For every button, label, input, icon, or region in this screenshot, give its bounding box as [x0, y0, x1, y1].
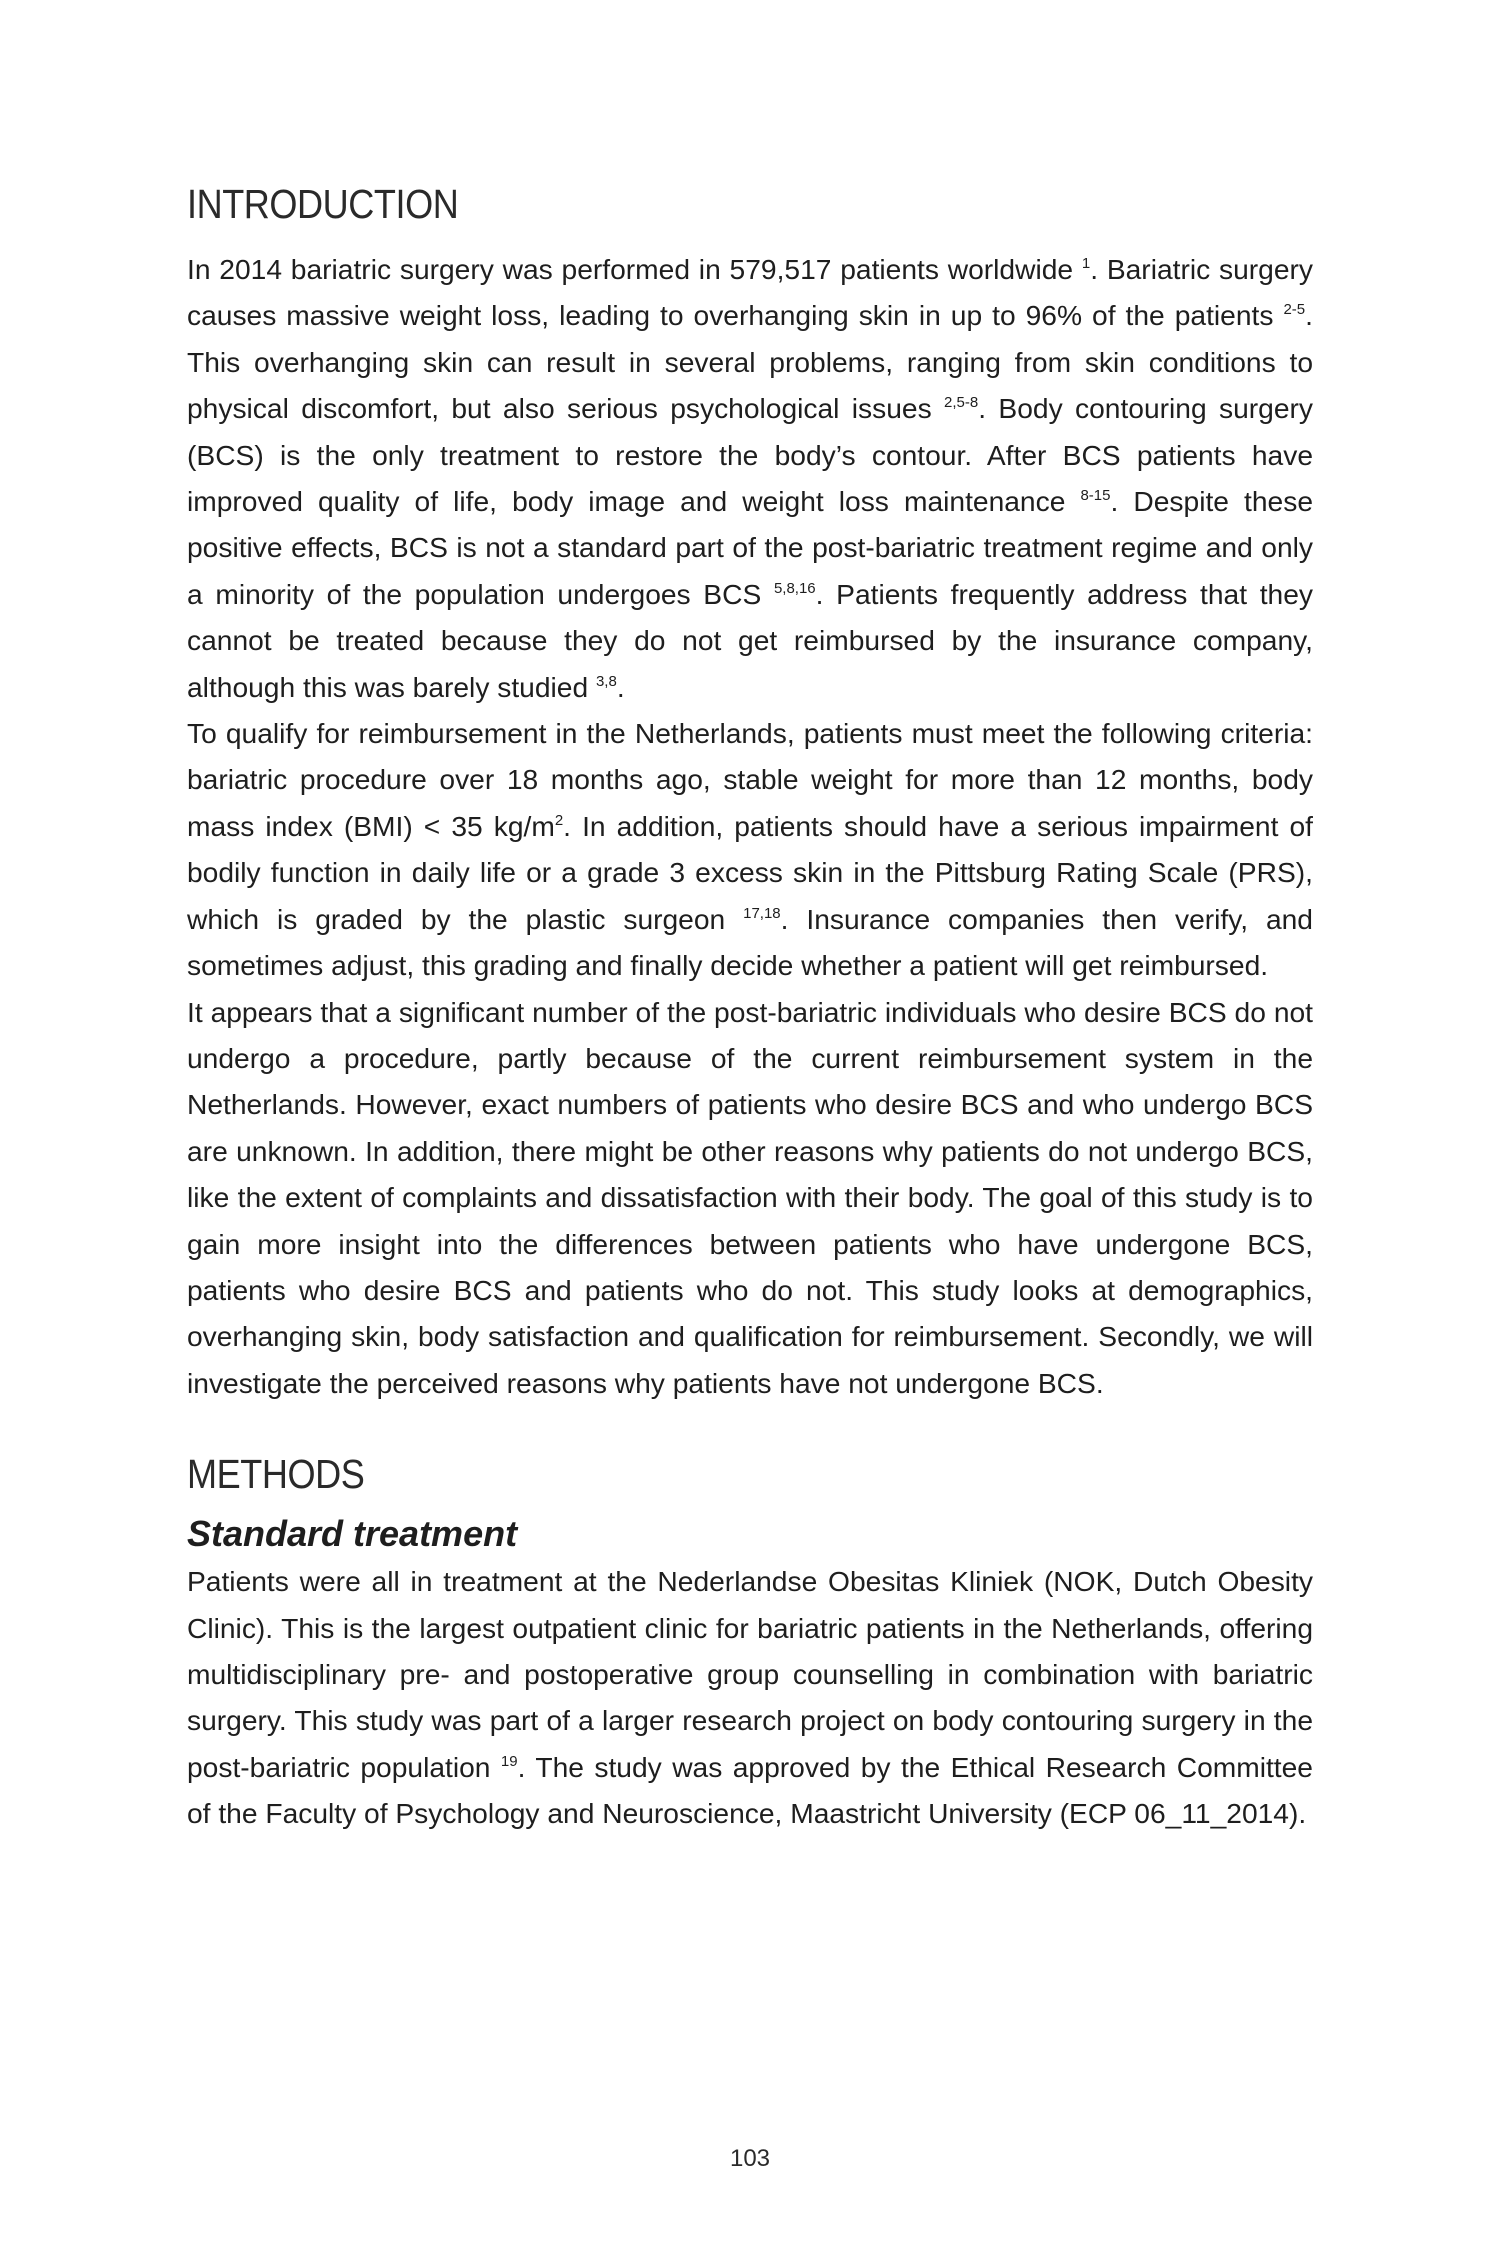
methods-paragraph-1 — [187, 1558, 1313, 1836]
text-run: . — [616, 670, 625, 703]
superscript: 2 — [554, 811, 564, 829]
citation: 17,18 — [743, 904, 781, 922]
introduction-paragraph-1 — [187, 246, 1313, 710]
citation: 2-5 — [1283, 301, 1306, 319]
text-run: . Despite these positive effects, BCS is not a standard part of the post-bariatric treatment regime and only a minority of the population undergoes BCS — [187, 485, 1313, 610]
page-content — [187, 176, 1313, 1837]
citation: 19 — [500, 1752, 518, 1770]
page-number: 103 — [729, 2145, 771, 2172]
text-run: To qualify for reimbursement in the Netherlands, patients must meet the following criteria: bariatric procedure over 18 months ago, stable weight for more than 12 months, body mass index (BMI) < 35 kg/m — [187, 717, 1313, 842]
citation: 5,8,16 — [773, 579, 816, 597]
text-run: Patients were all in treatment at the Nederlandse Obesitas Kliniek (NOK, Dutch Obesity Clinic). This is the largest outpatient clinic for bariatric patients in the Netherlands, offering multidisciplinary pre- and postoperative group counselling in combination with bariatric surgery. This study was part of a larger research project on body contouring surgery in the post-bariatric population — [187, 1565, 1313, 1783]
text-run: . Insurance companies then verify, and sometimes adjust, this grading and finally decide whether a patient will get reimbursed. — [187, 902, 1313, 982]
introduction-paragraph-3: It appears that a significant number of the post-bariatric individuals who desire BCS do not undergo a procedure, partly because of the current reimbursement system in the Netherlands. However, exact numbers of patients who desire BCS and who undergo BCS are unknown. In addition, there might be other reasons why patients do not undergo BCS, like the extent of complaints and dissatisfaction with their body. The goal of this study is to gain more insight into the differences between patients who have undergone BCS, patients who desire BCS and patients who do not. This study looks at demographics, overhanging skin, body satisfaction and qualification for reimbursement. Secondly, we will investigate the perceived reasons why patients have not undergone BCS. — [187, 995, 1313, 1399]
text-run: . Bariatric surgery causes massive weight loss, leading to overhanging skin in up to 96% of the patients — [187, 253, 1313, 332]
citation: 1 — [1081, 255, 1091, 272]
text-run: . The study was approved by the Ethical Research Committee of the Faculty of Psychology and Neuroscience, Maastricht University (ECP 06_11_2014). — [187, 1750, 1313, 1830]
text-run: . Body contouring surgery (BCS) is the only treatment to restore the body’s contour. After BCS patients have improved quality of life, body image and weight loss maintenance — [187, 392, 1313, 518]
citation: 2,5-8 — [944, 394, 979, 412]
citation: 8-15 — [1080, 487, 1111, 505]
text-run: . Patients frequently address that they cannot be treated because they do not get reimbursed by the insurance company, although this was barely studied — [187, 577, 1314, 703]
citation: 3,8 — [595, 672, 617, 690]
introduction-heading: INTRODUCTION — [187, 181, 459, 227]
text-run: . In addition, patients should have a serious impairment of bodily function in daily life or a grade 3 excess skin in the Pittsburg Rating Scale (PRS), which is graded by the plastic surgeon — [187, 809, 1314, 935]
text-run: . This overhanging skin can result in several problems, ranging from skin conditions to physical discomfort, but also serious psychological issues — [187, 299, 1313, 425]
introduction-paragraph-2 — [187, 710, 1313, 988]
text-run: In 2014 bariatric surgery was performed in 579,517 patients worldwide — [187, 253, 1082, 285]
methods-heading: METHODS — [187, 1451, 365, 1498]
standard-treatment-heading: Standard treatment — [187, 1513, 518, 1555]
